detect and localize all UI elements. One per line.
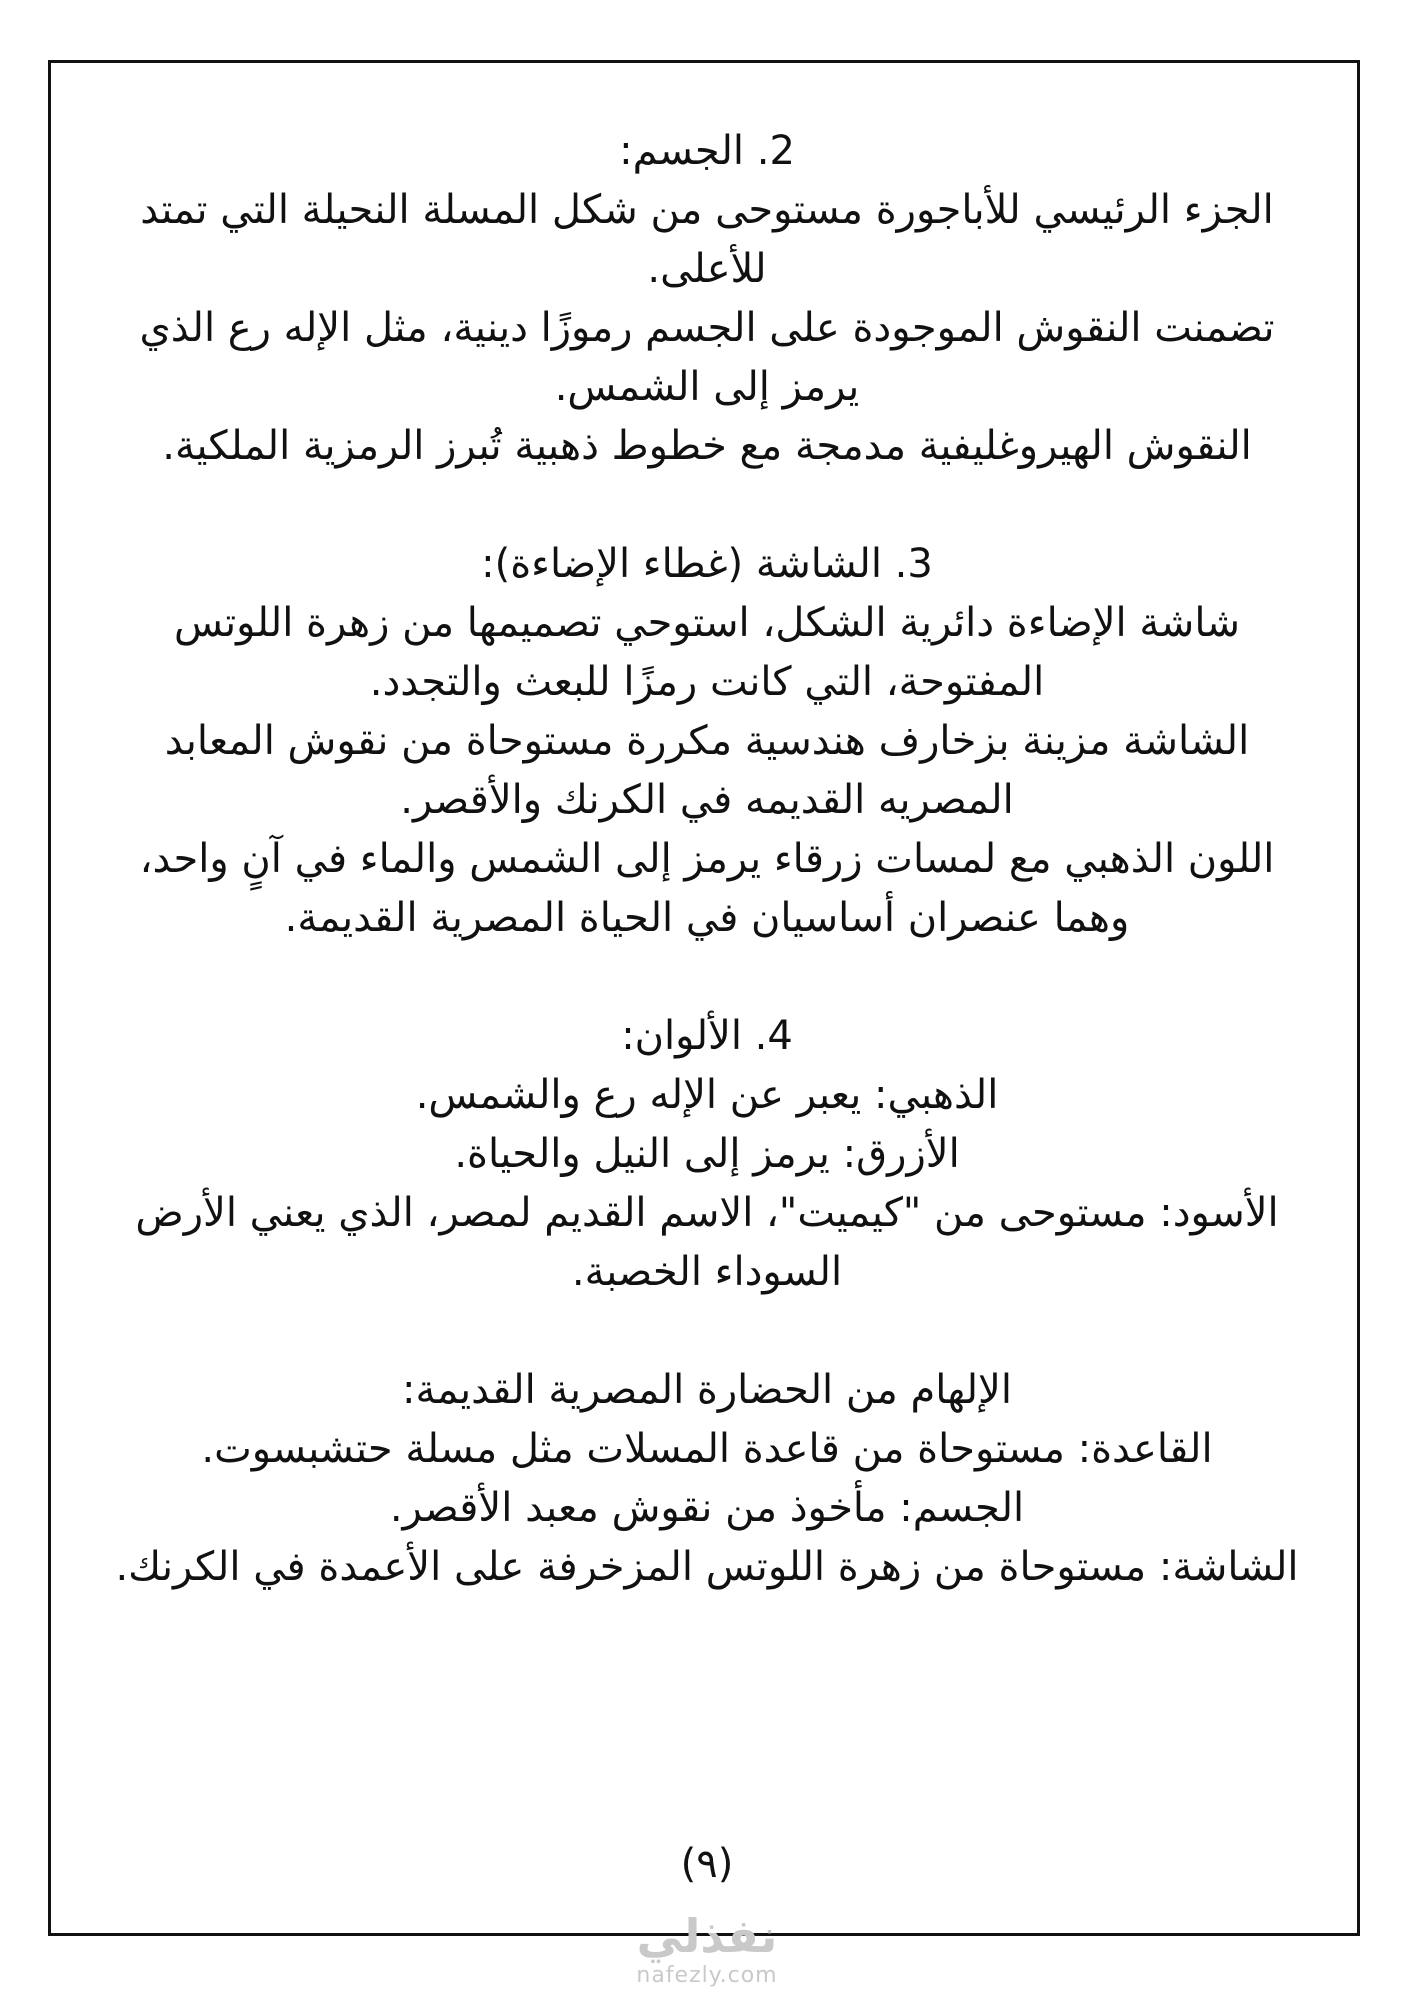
paragraph: الذهبي: يعبر عن الإله رع والشمس. [415, 1072, 999, 1118]
paragraph: الجزء الرئيسي للأباجورة مستوحى من شكل المسلة النحيلة التي تمتد للأعلى. [140, 187, 1274, 292]
paragraph: الشاشة مزينة بزخارف هندسية مكررة مستوحاة من نقوش المعابد المصريه القديمه في الكرنك والأقصر. [164, 718, 1250, 823]
section-inspiration [110, 1361, 1304, 1597]
section-heading: 3. الشاشة (غطاء الإضاءة): [481, 541, 933, 587]
section-body [110, 122, 1304, 476]
paragraph: الأسود: مستوحى من "كيميت"، الاسم القديم لمصر، الذي يعني الأرض السوداء الخصبة. [135, 1190, 1279, 1295]
section-heading: الإلهام من الحضارة المصرية القديمة: [402, 1367, 1012, 1413]
paragraph: تضمنت النقوش الموجودة على الجسم رموزًا دينية، مثل الإله رع الذي يرمز إلى الشمس. [139, 305, 1275, 410]
section-heading: 4. الألوان: [621, 1013, 793, 1059]
paragraph: الشاشة: مستوحاة من زهرة اللوتس المزخرفة على الأعمدة في الكرنك. [115, 1544, 1299, 1590]
page-number: (٩) [680, 1841, 734, 1887]
paragraph: القاعدة: مستوحاة من قاعدة المسلات مثل مسلة حتشبسوت. [201, 1426, 1213, 1472]
paragraph: الجسم: مأخوذ من نقوش معبد الأقصر. [389, 1485, 1025, 1531]
section-shade [110, 535, 1304, 948]
document-body [110, 122, 1304, 1597]
section-heading: 2. الجسم: [619, 128, 795, 174]
paragraph: اللون الذهبي مع لمسات زرقاء يرمز إلى الشمس والماء في آنٍ واحد، وهما عنصران أساسيان في الحياة المصرية القديمة. [139, 836, 1275, 941]
watermark-site: nafezly.com [636, 1963, 778, 1988]
watermark [0, 1910, 1414, 1990]
section-colors [110, 1007, 1304, 1302]
paragraph: النقوش الهيروغليفية مدمجة مع خطوط ذهبية تُبرز الرمزية الملكية. [162, 423, 1252, 469]
paragraph: الأزرق: يرمز إلى النيل والحياة. [454, 1131, 960, 1177]
watermark-logo: نفذلي [636, 1909, 778, 1963]
paragraph: شاشة الإضاءة دائرية الشكل، استوحي تصميمها من زهرة اللوتس المفتوحة، التي كانت رمزًا للبعث والتجدد. [173, 600, 1241, 705]
